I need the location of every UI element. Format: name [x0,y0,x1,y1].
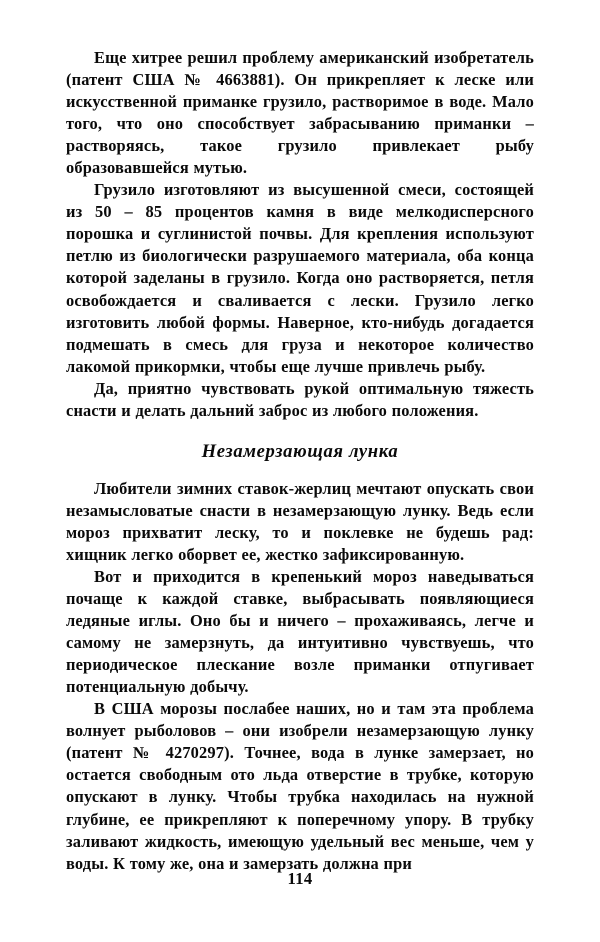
paragraph-2: Грузило изготовляют из высушенной смеси, состоящей из 50 – 85 процентов камня в виде мелкодисперсного порошка и суглинистой почвы. Для крепления используют петлю из биологически разрушаемого материала, оба конца которой заделаны в грузило. Когда оно растворяется, петля освобождается и сваливается с лески. Грузило легко изготовить любой формы. Наверное, кто-нибудь догадается подмешать в смесь для груза и некоторое количество лакомой прикормки, чтобы еще лучше привлечь рыбу. [66,180,534,376]
paragraph-6: В США морозы послабее наших, но и там эта проблема волнует рыболовов – они изобрели незамерзающую лунку (патент № 4270297). Точнее, вода в лунке замерзает, но остается свободным ото льда отверстие в трубке, которую опускают в лунку. Чтобы трубка находилась на нужной глубине, ее прикрепляют к поперечному упору. В трубку заливают жидкость, имеющую удельный вес меньше, чем у воды. К тому же, она и замерзать должна при [66,699,534,873]
paragraph-3: Да, приятно чувствовать рукой оптимальную тяжесть снасти и делать дальний заброс из любого положения. [66,378,534,420]
page-number: 114 [287,869,313,888]
paragraph-1: Еще хитрее решил проблему американский изобретатель (патент США № 4663881). Он прикрепляет к леске или искусственной приманке грузило, растворимое в воде. Мало того, что оно способствует забрасыванию приманки – растворяясь, такое грузило привлекает рыбу образовавшейся мутью. [66,48,534,178]
paragraph-5: Вот и приходится в крепенький мороз наведываться почаще к каждой ставке, выбрасывать появляющиеся ледяные иглы. Оно бы и ничего – прохаживаясь, легче и самому не замерзнуть, да интуитивно чувствуешь, что периодическое плескание возле приманки отпугивает потенциальную добычу. [66,566,534,697]
paragraph-4: Любители зимних ставок-жерлиц мечтают опускать свои незамысловатые снасти в незамерзающую лунку. Ведь если мороз прихватит леску, то и поклевке не будешь рад: хищник легко оборвет ее, жестко зафиксированную. [66,478,534,564]
section-heading: Незамерзающая лунка [201,440,399,462]
text-column [66,47,534,875]
